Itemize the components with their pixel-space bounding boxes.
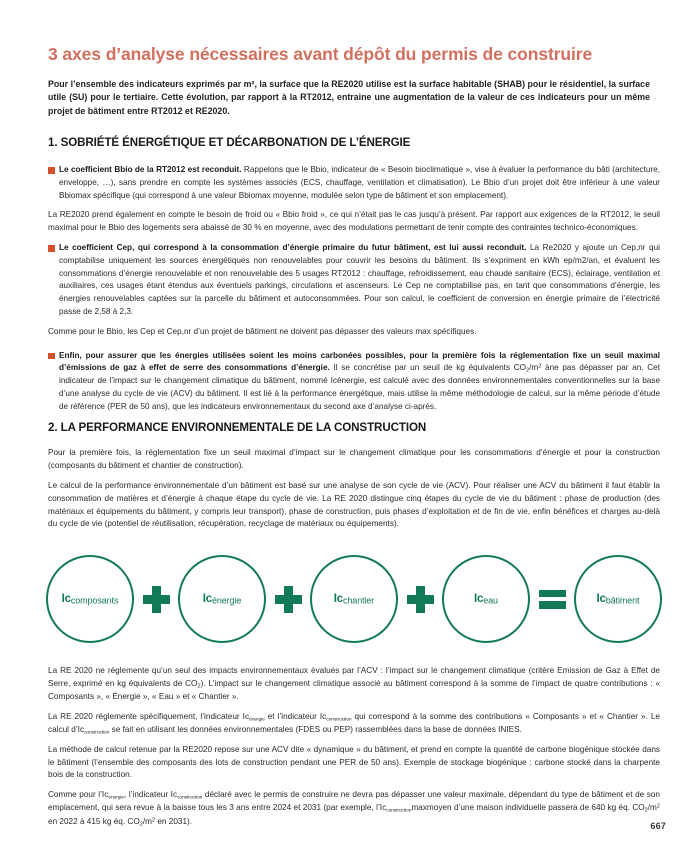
page-number: 667 (650, 821, 666, 831)
paragraph-ic-construction (48, 711, 660, 737)
ic-label-chantier (334, 593, 374, 605)
paragraph-bbio-froid: La RE2020 prend également en compte le besoin de froid ou « Bbio froid », ce qui n’était pas le cas jusqu’à présent. Par rapport aux exigences de la RT2012, le seuil maximal pour le Bbio des logements sera abaissé de 30 % en moyenne, avec des modulations permettant de tenir compte des contraintes technico-économiques. (48, 210, 660, 233)
text-b: ). L’impact sur le changement climatique associé au bâtiment correspond à la somme de l’impact de quatre contributions : « Composants », « Énergie », « Eau » et « Chantier ». (48, 679, 661, 701)
ic-construction-subscript: construction (177, 795, 203, 801)
ic-energie-subscript: énergie (108, 795, 124, 801)
ic-circle-energie (178, 555, 266, 643)
equals-icon (539, 589, 566, 610)
bullet-paragraph-cep (48, 242, 660, 319)
bullet-paragraph-ges (48, 350, 660, 414)
co2-subscript: 2 (526, 367, 530, 374)
co2-subscript: 2 (644, 807, 648, 814)
bullet-lead-bold: Enfin, pour assurer que les énergies utilisées soient les moins carbonées possibles, pour la première fois la réglementation fixe un seuil maximal d’émissions de gaz à effet de serre des consommations d’énergie. (59, 350, 660, 373)
ic-label-batiment (597, 593, 640, 605)
plus-icon (407, 586, 434, 613)
section-heading-2: 2. LA PERFORMANCE ENVIRONNEMENTALE DE LA CONSTRUCTION (48, 420, 427, 434)
text-b: et l’indicateur Ic (264, 711, 327, 721)
bullet-body-text-a: Il se concrétise par un seuil de kg équivalents CO (329, 363, 527, 373)
ic-subscript: chantier (342, 595, 375, 606)
text-h: en 2031). (155, 816, 193, 826)
text-a: La RE 2020 ne réglemente qu’un seul des impacts environnementaux évalués par l’ACV : l’impact sur le changement climatique (critère Emission de Gaz à Effet de Serre, exprimé en kg équivalents de CO (48, 666, 660, 689)
ic-base: Ic (596, 593, 606, 605)
bullet-lead-bold: Le coefficient Cep, qui correspond à la consommation d’énergie primaire du futur bâtiment, est lui aussi reconduit. (59, 242, 527, 252)
bullet-body-text: La Re2020 y ajoute un Cep,nr qui comptabilise uniquement les sources énergétiques non renouvelables pour couvrir les besoins du bâtiment. Ils s’expriment en kWh ep/m2/an, et évaluent les consommations d’énergie renouvelable et non renouvelable des 5 usages RT2012 : chauffage, refroidissement, eau chaude sanitaire (ECS), éclairage, ventilation et auxiliaires, ces usages étant étendus aux éventuels parkings, circulations et ascenseurs. Le Cep ne comptabilise pas, en tant que consommations d’énergie, les énergies renouvelables captées sur la parcelle du bâtiment et autoconsommées. Pour son calcul, le coefficient de conversion en énergie primaire de l’électricité passe de 2,58 à 2,3. (59, 242, 660, 316)
co2-subscript: 2 (197, 683, 201, 690)
paragraph-impact-ges (48, 665, 660, 703)
text-d: se fait en utilisant les données environnementales (FDES ou PEP) rassemblées dans la base de données INIES. (109, 724, 522, 734)
page-title: 3 axes d’analyse nécessaires avant dépôt du permis de construire (48, 44, 593, 64)
operator-plus-1 (134, 586, 178, 613)
bullet-paragraph-bbio (48, 164, 660, 202)
square-meter-superscript: 2 (151, 817, 156, 824)
ic-construction-subscript: construction (84, 730, 110, 736)
bullet-body-text-c: àne pas dépasser par an. Cet indicateur de l’impact sur le changement climatique du bâtiment, nommé Icénergie, est calculé avec des données environnementales conventionnelles sur la base d’une analyse du cycle de vie (ACV) du bâtiment. Il est lié à la performance énergétique, mais utilise la même méthodologie de calcul, sur la même période d’étude de référence (PER de 50 ans), que les indicateurs environnementaux du second axe d’analyse ci-après. (59, 363, 660, 411)
section-heading-1: 1. SOBRIÉTÉ ÉNERGÉTIQUE ET DÉCARBONATION DE L’ÉNERGIE (48, 136, 411, 150)
paragraph-acv-dynamique: La méthode de calcul retenue par la RE2020 repose sur une ACV dite « dynamique » du bâtiment, et prend en compte la quantité de carbone biogénique stockée dans le bâtiment (l’ensemble des composants des lots de construction pendant une PER de 50 ans). Exemple de stockage biogénique : carbone stocké dans la charpente bois de la construction. (48, 744, 660, 780)
paragraph-valeur-maximale (48, 789, 660, 828)
square-bullet-icon (48, 245, 55, 252)
plus-icon (143, 586, 170, 613)
ic-equation-diagram (48, 553, 660, 645)
ic-label-composants (62, 593, 119, 605)
operator-plus-2 (266, 586, 310, 613)
text-c: qui correspond à la somme des contributions « Composants » et « Chantier ». Le calcul d’Ic (48, 711, 660, 734)
square-bullet-icon (48, 167, 55, 174)
text-a: Comme pour l’Ic (48, 790, 109, 800)
ic-subscript: eau (483, 595, 498, 606)
ic-circle-eau (442, 555, 530, 643)
co2-subscript: 2 (139, 821, 143, 828)
text-d: maxmoyen d’une maison individuelle passera de 640 kg éq. CO (411, 803, 645, 813)
text-e: /m (647, 803, 657, 813)
plus-icon (275, 586, 302, 613)
text-b: , l’indicateur Ic (124, 790, 178, 800)
text-a: La RE 2020 réglemente spécifiquement, l’indicateur Ic (48, 711, 250, 721)
text-g: /m (142, 816, 152, 826)
ic-construction-subscript: construction (386, 808, 412, 814)
ic-subscript: composants (70, 595, 119, 606)
ic-base: Ic (474, 593, 484, 605)
text-f: en 2022 à 415 kg éq. CO (48, 816, 140, 826)
ic-subscript: bâtiment (605, 595, 640, 606)
lead-paragraph: Pour l’ensemble des indicateurs exprimés par m², la surface que la RE2020 utilise est la surface habitable (SHAB) pour le résidentiel, la surface utile (SU) pour le tertiaire. Cette évolution, par rapport à la RT2012, entraine une augmentation de la valeur de ces indicateurs pour un même projet de bâtiment entre RT2012 et RE2020. (48, 79, 650, 116)
paragraph-cep-max: Comme pour le Bbio, les Cep et Cep,nr d’un projet de bâtiment ne doivent pas dépasser des valeurs max spécifiques. (48, 326, 477, 336)
ic-circle-batiment (574, 555, 662, 643)
paragraph-seuil-max: Pour la première fois, la réglementation fixe un seuil maximal d’impact sur le changement climatique pour les consommations d’énergie et pour la construction (composants du bâtiment et chantier de construction). (48, 448, 660, 471)
ic-base: Ic (61, 593, 71, 605)
ic-subscript: énergie (211, 595, 242, 606)
ic-base: Ic (333, 593, 343, 605)
bullet-body-text-b: /m (529, 363, 539, 373)
bullet-body-text: Rappelons que le Bbio, indicateur de « Besoin bioclimatique », vise à évaluer la performance du bâti (architecture, enveloppe, …), sans prendre en compte les systèmes associés (ECS, chauffage, ventilation et climatisation). Le Bbio d’un projet doit être inférieur à une valeur Bbiomax spécifique (qui correspond à une valeur Bbiomax moyenne, modulée selon type de bâtiment et son emplacement). (59, 164, 660, 200)
ic-label-energie (203, 593, 242, 605)
text-c: déclaré avec le permis de construire ne devra pas dépasser une valeur maximale, dépendant du type de bâtiment et de son emplacement, qui sera revue à la baisse tous les 3 ans entre 2024 et 2031 (par exemple, l’Ic (48, 790, 660, 813)
square-meter-superscript: 2 (538, 364, 542, 371)
square-bullet-icon (48, 353, 55, 360)
ic-circle-composants (46, 555, 134, 643)
square-meter-superscript: 2 (656, 804, 660, 811)
ic-label-eau (474, 593, 498, 605)
paragraph-acv-cycle-vie: Le calcul de la performance environnementale d’un bâtiment est basé sur une analyse de son cycle de vie (ACV). Pour réaliser une ACV du bâtiment il faut établir la consommation de matières et d’énergie à chaque étape du cycle de vie. La RE 2020 distingue cinq étapes du cycle de vie du bâtiment : phase de production (des matériaux et équipements du bâtiment, y compris leur transport), phase de construction, puis phases d’exploitation et de fin de vie, enfin bénéfices et charges au-delà du cycle de vie (potentiel de réutilisation, récupération, recyclage de matériaux ou équipements). (48, 481, 660, 529)
operator-plus-3 (398, 586, 442, 613)
bullet-lead-bold: Le coefficient Bbio de la RT2012 est reconduit. (59, 164, 242, 174)
ic-base: Ic (202, 593, 212, 605)
ic-construction-subscript: construction (326, 717, 352, 723)
ic-circle-chantier (310, 555, 398, 643)
operator-equals (530, 589, 574, 610)
ic-energie-subscript: énergie (249, 717, 265, 723)
